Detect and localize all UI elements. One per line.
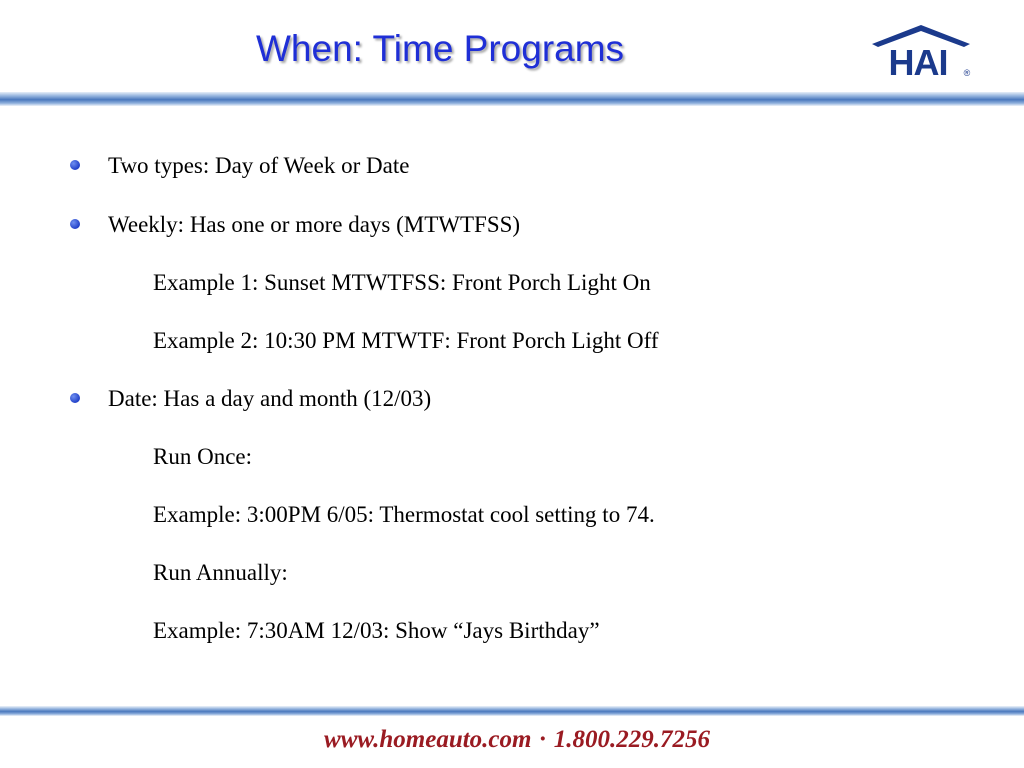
hai-logo-registered-mark: ® xyxy=(963,68,971,78)
list-item: Run Once: xyxy=(153,444,253,469)
slide-title: When: Time Programs xyxy=(256,28,625,69)
hai-logo xyxy=(868,22,974,82)
bullet-icon xyxy=(70,393,80,403)
footer-separator: · xyxy=(539,726,546,753)
list-item: Two types: Day of Week or Date xyxy=(108,153,410,178)
list-item: Example: 3:00PM 6/05: Thermostat cool setting to 74. xyxy=(153,502,655,527)
bullet-icon xyxy=(70,219,80,229)
hai-logo-text: HAI xyxy=(888,42,948,82)
header-divider xyxy=(0,92,1024,106)
list-item: Example 2: 10:30 PM MTWTF: Front Porch Light Off xyxy=(153,328,659,353)
footer-website: www.homeauto.com xyxy=(324,726,532,753)
footer-divider xyxy=(0,706,1024,716)
list-item: Date: Has a day and month (12/03) xyxy=(108,386,432,411)
list-item: Weekly: Has one or more days (MTWTFSS) xyxy=(108,212,521,237)
list-item: Run Annually: xyxy=(153,560,288,585)
footer-phone: 1.800.229.7256 xyxy=(553,726,710,753)
list-item: Example: 7:30AM 12/03: Show “Jays Birthday” xyxy=(153,618,600,643)
bullet-icon xyxy=(70,160,80,170)
list-item: Example 1: Sunset MTWTFSS: Front Porch Light On xyxy=(153,270,651,295)
footer-contact xyxy=(0,727,1024,752)
